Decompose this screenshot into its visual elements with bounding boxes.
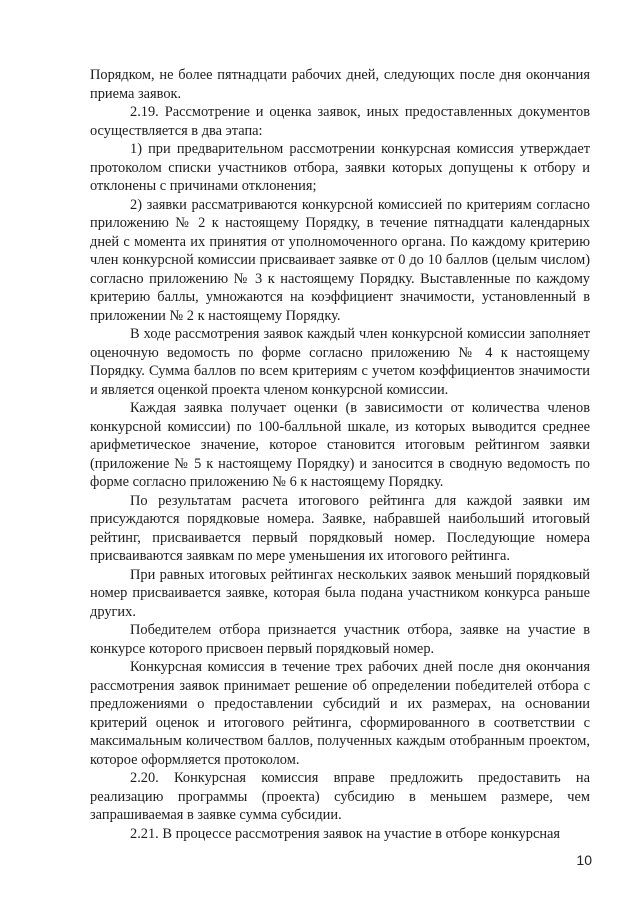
paragraph: По результатам расчета итогового рейтинга для каждой заявки им присуждаются порядковые номера. Заявке, набравшей наибольший итоговый рейтинг, присваивается первый порядковый номер. Последующие номера присваиваются заявкам по мере уменьшения их итогового рейтинга. (90, 492, 590, 564)
document-body (90, 66, 590, 843)
paragraph: Конкурсная комиссия в течение трех рабочих дней после дня окончания рассмотрения заявок принимает решение об определении победителей отбора с предложениями о предоставлении субсидий и их размерах, на основании критерий оценок и итогового рейтинга, сформированного в соответствии с максимальным количеством баллов, полученных каждым отобранным проектом, которое оформляется протоколом. (90, 659, 590, 768)
paragraph: Каждая заявка получает оценки (в зависимости от количества членов конкурсной комиссии) по 100-балльной шкале, из которых выводится среднее арифметическое значение, которое становится итоговым рейтингом заявки (приложение № 5 к настоящему Порядку) и заносится в сводную ведомость по форме согласно приложению № 6 к настоящему Порядку. (90, 400, 590, 490)
paragraph: 2.19. Рассмотрение и оценка заявок, иных предоставленных документов осуществляется в два этапа: (90, 104, 590, 139)
paragraph: 2) заявки рассматриваются конкурсной комиссией по критериям согласно приложению № 2 к настоящему Порядку, в течение пятнадцати календарных дней с момента их принятия от уполномоченного органа. По каждому критерию член конкурсной комиссии присваивает заявке от 0 до 10 баллов (целым числом) согласно приложению № 3 к настоящему Порядку. Выставленные по каждому критерию баллы, умножаются на коэффициент значимости, установленный в приложении № 2 к настоящему Порядку. (90, 196, 590, 324)
paragraph: В ходе рассмотрения заявок каждый член конкурсной комиссии заполняет оценочную ведомость по форме согласно приложению № 4 к настоящему Порядку. Сумма баллов по всем критериям с учетом коэффициентов значимости и является оценкой проекта членом конкурсной комиссии. (90, 326, 590, 398)
paragraph: 1) при предварительном рассмотрении конкурсная комиссия утверждает протоколом списки участников отбора, заявки которых допущены к отбору и отклонены с причинами отклонения; (90, 141, 590, 194)
paragraph: 2.21. В процессе рассмотрения заявок на участие в отборе конкурсная (130, 825, 561, 842)
paragraph: Победителем отбора признается участник отбора, заявке на участие в конкурсе которого присвоен первый порядковый номер. (90, 622, 590, 657)
paragraph: При равных итоговых рейтингах нескольких заявок меньший порядковый номер присваивается заявке, которая была подана участником конкурса раньше других. (90, 566, 590, 620)
paragraph: Порядком, не более пятнадцати рабочих дней, следующих после дня окончания приема заявок. (90, 67, 590, 102)
page-number: 10 (576, 852, 592, 868)
paragraph: 2.20. Конкурсная комиссия вправе предложить предоставить на реализацию программы (проекта) субсидию в меньшем размере, чем запрашиваемая в заявке сумма субсидии. (90, 770, 590, 823)
